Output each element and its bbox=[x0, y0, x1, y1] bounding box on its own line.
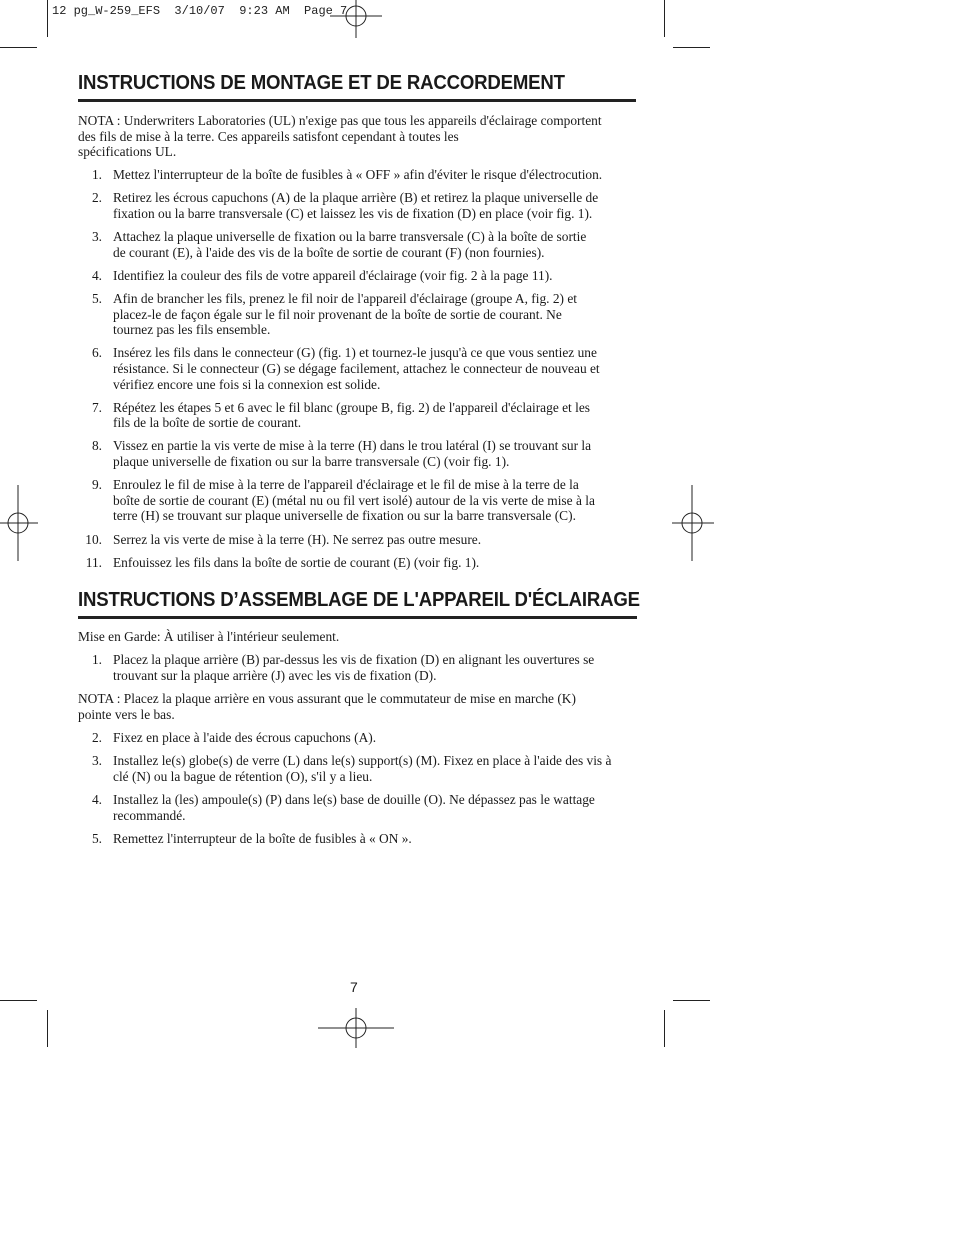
crop-mark-top-left-v bbox=[47, 0, 48, 37]
registration-mark-top-icon bbox=[330, 0, 382, 40]
registration-mark-left-icon bbox=[0, 485, 40, 561]
list-item bbox=[78, 792, 633, 823]
section-title-mounting: INSTRUCTIONS DE MONTAGE ET DE RACCORDEMENT bbox=[78, 72, 565, 94]
list-item bbox=[78, 400, 633, 431]
step-number: 4. bbox=[91, 267, 102, 283]
step-number: 2. bbox=[91, 190, 102, 206]
step-line: fils de la boîte de sortie de courant. bbox=[113, 415, 302, 431]
crop-mark-top-right-h bbox=[673, 47, 710, 48]
step-number: 11. bbox=[85, 554, 102, 570]
list-item bbox=[78, 532, 633, 548]
note-line: pointe vers le bas. bbox=[78, 706, 175, 722]
step-line: Enroulez le fil de mise à la terre de l'appareil d'éclairage et le fil de mise à la terre de la bbox=[113, 477, 579, 493]
step-line: Fixez en place à l'aide des écrous capuchons (A). bbox=[113, 730, 377, 745]
mounting-steps-list bbox=[78, 167, 633, 578]
step-number: 6. bbox=[91, 345, 102, 361]
step-line: Installez le(s) globe(s) de verre (L) dans le(s) support(s) (M). Fixez en place à l'aide des vis à bbox=[113, 753, 612, 769]
section-divider bbox=[78, 616, 637, 619]
crop-mark-bottom-right-h bbox=[673, 1000, 710, 1001]
list-item bbox=[78, 291, 633, 338]
crop-mark-bottom-left-v bbox=[47, 1010, 48, 1047]
list-item bbox=[78, 555, 633, 571]
print-slug: 12 pg_W-259_EFS 3/10/07 9:23 AM Page 7 bbox=[52, 4, 348, 18]
step-line: Attachez la plaque universelle de fixation ou la barre transversale (C) à la boîte de sortie bbox=[113, 228, 587, 244]
list-item bbox=[78, 753, 633, 784]
caution-text: Mise en Garde: À utiliser à l'intérieur seulement. bbox=[78, 629, 340, 644]
step-line: tournez pas les fils ensemble. bbox=[113, 322, 271, 338]
step-line: Retirez les écrous capuchons (A) de la plaque arrière (B) et retirez la plaque universelle de bbox=[113, 190, 599, 206]
registration-mark-right-icon bbox=[670, 485, 714, 561]
crop-mark-bottom-left-h bbox=[0, 1000, 37, 1001]
assembly-step-1-list bbox=[78, 652, 633, 691]
list-item bbox=[78, 477, 633, 524]
step-number: 5. bbox=[91, 290, 102, 306]
page-number: 7 bbox=[350, 979, 358, 995]
step-number: 7. bbox=[91, 399, 102, 415]
list-item bbox=[78, 190, 633, 221]
step-line: Afin de brancher les fils, prenez le fil noir de l'appareil d'éclairage (groupe A, fig. 2) et bbox=[113, 290, 578, 306]
step-number: 3. bbox=[91, 753, 102, 769]
step-line: résistance. Si le connecteur (G) se dégage facilement, attachez le connecteur de nouveau et bbox=[113, 360, 600, 376]
step-line: Répétez les étapes 5 et 6 avec le fil blanc (groupe B, fig. 2) de l'appareil d'éclairage et les bbox=[113, 399, 591, 415]
step-line: fixation ou la barre transversale (C) et laissez les vis de fixation (D) en place (voir fig. 1). bbox=[113, 205, 593, 221]
list-item bbox=[78, 831, 633, 847]
step-number: 1. bbox=[91, 652, 102, 667]
step-number: 3. bbox=[91, 228, 102, 244]
step-number: 2. bbox=[91, 730, 102, 745]
note-line: NOTA : Underwriters Laboratories (UL) n'exige pas que tous les appareils d'éclairage comportent bbox=[78, 113, 602, 128]
step-line: vérifiez encore une fois si la connexion est solide. bbox=[113, 376, 381, 392]
step-line: boîte de sortie de courant (E) (métal nu ou fil vert isolé) autour de la vis verte de mise à la bbox=[113, 492, 595, 508]
list-item bbox=[78, 268, 633, 284]
step-number: 9. bbox=[91, 477, 102, 493]
list-item bbox=[78, 345, 633, 392]
note-line: spécifications UL. bbox=[78, 144, 177, 160]
section-divider bbox=[78, 99, 636, 102]
note-line: NOTA : Placez la plaque arrière en vous assurant que le commutateur de mise en marche (K) bbox=[78, 691, 576, 706]
step-line: Enfouissez les fils dans la boîte de sortie de courant (E) (voir fig. 1). bbox=[113, 554, 480, 570]
note-paragraph bbox=[78, 691, 633, 722]
crop-mark-bottom-right-v bbox=[664, 1010, 665, 1047]
step-line: de courant (E), à l'aide des vis de la boîte de sortie de courant (F) (non fournies). bbox=[113, 244, 545, 260]
step-number: 4. bbox=[91, 791, 102, 807]
step-line: placez-le de façon égale sur le fil noir provenant de la boîte de sortie de courant. Ne bbox=[113, 306, 562, 322]
step-number: 1. bbox=[91, 167, 102, 182]
list-item bbox=[78, 730, 633, 746]
list-item bbox=[78, 229, 633, 260]
step-line: Mettez l'interrupteur de la boîte de fusibles à « OFF » afin d'éviter le risque d'électrocution. bbox=[113, 167, 603, 182]
step-line: clé (N) ou la bague de rétention (O), s'il y a lieu. bbox=[113, 768, 373, 784]
step-line: Placez la plaque arrière (B) par-dessus les vis de fixation (D) en alignant les ouvertures se bbox=[113, 652, 595, 667]
step-number: 10. bbox=[85, 531, 102, 547]
step-line: Identifiez la couleur des fils de votre appareil d'éclairage (voir fig. 2 à la page 11). bbox=[113, 267, 553, 283]
step-line: terre (H) se trouvant sur plaque universelle de fixation ou sur la barre transversale (C). bbox=[113, 508, 576, 524]
step-line: Insérez les fils dans le connecteur (G) (fig. 1) et tournez-le jusqu'à ce que vous sentiez une bbox=[113, 345, 597, 361]
step-line: Installez la (les) ampoule(s) (P) dans le(s) base de douille (O). Ne dépassez pas le wattage bbox=[113, 791, 595, 807]
step-line: Vissez en partie la vis verte de mise à la terre (H) dans le trou latéral (I) se trouvant sur la bbox=[113, 438, 592, 454]
step-line: recommandé. bbox=[113, 807, 186, 823]
note-line: des fils de mise à la terre. Ces appareils satisfont cependant à toutes les bbox=[78, 128, 459, 144]
list-item bbox=[78, 167, 633, 183]
step-line: plaque universelle de fixation ou sur la barre transversale (C) (voir fig. 1). bbox=[113, 454, 510, 470]
step-line: Remettez l'interrupteur de la boîte de fusibles à « ON ». bbox=[113, 830, 412, 846]
note-paragraph bbox=[78, 113, 633, 160]
step-number: 5. bbox=[91, 830, 102, 846]
step-number: 8. bbox=[91, 438, 102, 454]
list-item bbox=[78, 652, 633, 683]
list-item bbox=[78, 438, 633, 469]
assembly-steps-list bbox=[78, 730, 633, 854]
registration-mark-bottom-icon bbox=[318, 1008, 394, 1048]
section-title-assembly: INSTRUCTIONS D’ASSEMBLAGE DE L'APPAREIL D'ÉCLAIRAGE bbox=[78, 589, 640, 611]
step-line: trouvant sur la plaque arrière (J) avec les vis de fixation (D). bbox=[113, 667, 437, 683]
crop-mark-top-right-v bbox=[664, 0, 665, 37]
crop-mark-top-left-h bbox=[0, 47, 37, 48]
step-line: Serrez la vis verte de mise à la terre (H). Ne serrez pas outre mesure. bbox=[113, 531, 482, 547]
